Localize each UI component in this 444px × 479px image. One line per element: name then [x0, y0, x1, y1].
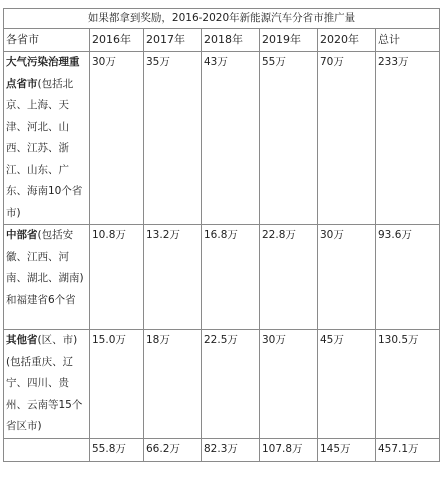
cell-total: 233万	[376, 52, 440, 225]
row-name-bold: 中部省	[6, 229, 38, 241]
header-2019: 2019年	[260, 29, 318, 52]
cell-2016: 30万	[90, 52, 144, 225]
header-row	[4, 29, 440, 52]
header-2020: 2020年	[318, 29, 376, 52]
table-row	[4, 225, 440, 330]
cell-2020: 70万	[318, 52, 376, 225]
table-title: 如果都拿到奖励，2016-2020年新能源汽车分省市推广量	[4, 9, 440, 29]
header-province: 各省市	[4, 29, 90, 52]
cell-total: 130.5万	[376, 330, 440, 439]
row-name-detail: (包括安徽、江西、河南、湖北、湖南)和福建省6个省	[6, 229, 84, 306]
total-2020: 145万	[318, 438, 376, 461]
cell-2016: 15.0万	[90, 330, 144, 439]
table-row	[4, 330, 440, 439]
row-name	[4, 225, 90, 330]
cell-2019: 22.8万	[260, 225, 318, 330]
cell-2017: 18万	[144, 330, 202, 439]
row-name-detail: (区、市)(包括重庆、辽宁、四川、贵州、云南等15个省区市)	[6, 334, 83, 432]
total-2019: 107.8万	[260, 438, 318, 461]
total-2018: 82.3万	[202, 438, 260, 461]
cell-2020: 30万	[318, 225, 376, 330]
row-name	[4, 330, 90, 439]
cell-2020: 45万	[318, 330, 376, 439]
row-name-bold: 其他省	[6, 334, 38, 346]
row-name-bold: 大气污染治理重点省市	[6, 56, 80, 90]
table-row	[4, 52, 440, 225]
cell-2019: 55万	[260, 52, 318, 225]
totals-row	[4, 438, 440, 461]
cell-2018: 22.5万	[202, 330, 260, 439]
row-name	[4, 52, 90, 225]
header-total: 总计	[376, 29, 440, 52]
cell-2019: 30万	[260, 330, 318, 439]
cell-2016: 10.8万	[90, 225, 144, 330]
total-2017: 66.2万	[144, 438, 202, 461]
total-all: 457.1万	[376, 438, 440, 461]
cell-2017: 35万	[144, 52, 202, 225]
header-2017: 2017年	[144, 29, 202, 52]
header-2018: 2018年	[202, 29, 260, 52]
totals-label	[4, 438, 90, 461]
total-2016: 55.8万	[90, 438, 144, 461]
cell-total: 93.6万	[376, 225, 440, 330]
cell-2017: 13.2万	[144, 225, 202, 330]
promotion-table	[3, 8, 440, 462]
header-2016: 2016年	[90, 29, 144, 52]
cell-2018: 16.8万	[202, 225, 260, 330]
row-name-detail: (包括北京、上海、天津、河北、山西、江苏、浙江、山东、广东、海南10个省市)	[6, 77, 83, 219]
cell-2018: 43万	[202, 52, 260, 225]
